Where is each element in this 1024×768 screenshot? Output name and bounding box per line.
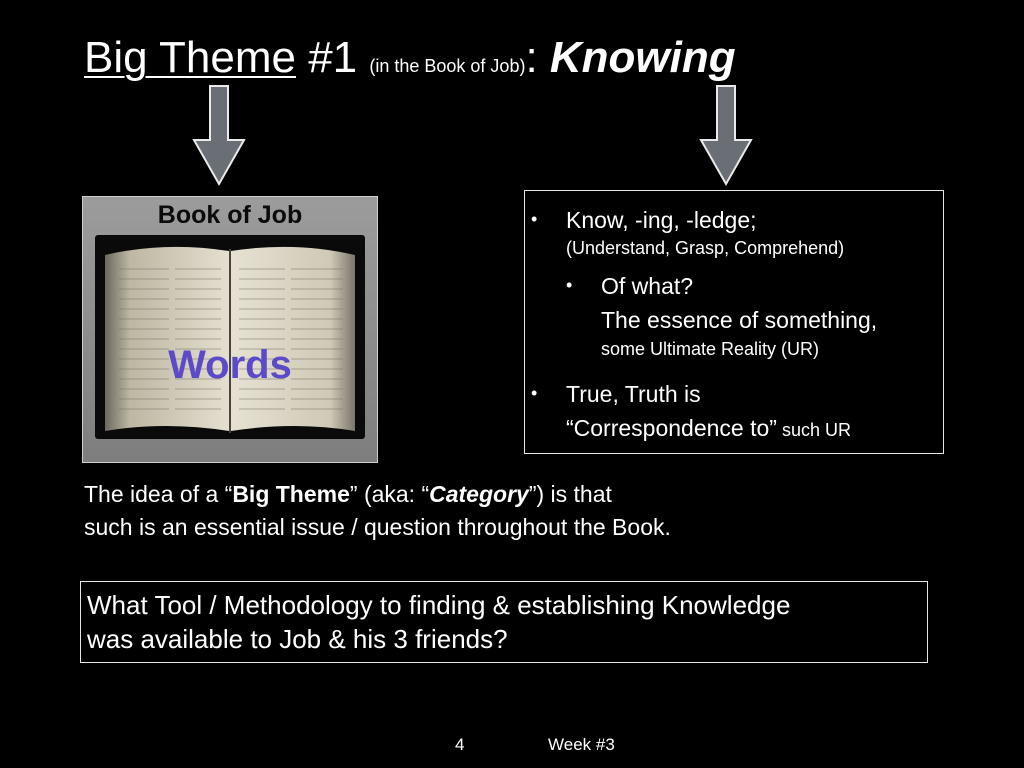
book-of-job-panel <box>82 196 378 463</box>
arrow-down-right-icon <box>698 84 754 188</box>
question-line-1: What Tool / Methodology to finding & establishing Knowledge <box>87 590 791 620</box>
para-text: ”) is that <box>528 481 612 507</box>
open-book-image <box>95 235 365 439</box>
title-subtitle: (in the Book of Job) <box>369 56 526 76</box>
paragraph-line-1 <box>84 478 671 511</box>
page-number: 4 <box>455 735 465 754</box>
bullet-know: Know, -ing, -ledge; <box>566 207 757 233</box>
correspondence-text: “Correspondence to” <box>566 415 777 441</box>
para-big-theme: Big Theme <box>232 481 350 507</box>
title-big-theme: Big Theme <box>84 33 296 82</box>
bullet-marker: • <box>531 383 538 403</box>
words-overlay: Words <box>168 343 292 387</box>
bullet-of-what-sub: some Ultimate Reality (UR) <box>601 339 820 359</box>
title-number: #1 <box>295 33 370 82</box>
bullet-truth: True, Truth is <box>566 381 701 407</box>
book-label: Book of Job <box>157 201 303 229</box>
slide-title <box>84 30 736 94</box>
para-text: The idea of a “ <box>84 481 233 507</box>
bullet-of-what-line2: The essence of something, <box>601 307 878 333</box>
knowing-bullet-box <box>524 190 944 454</box>
question-line-2: was available to Job & his 3 friends? <box>87 624 508 654</box>
such-ur-text: such UR <box>776 420 851 440</box>
bullet-marker: • <box>531 209 538 229</box>
para-category: Category <box>429 481 529 507</box>
bullet-know-sub: (Understand, Grasp, Comprehend) <box>566 238 845 258</box>
title-colon: : <box>525 33 550 82</box>
question-box <box>80 581 928 663</box>
arrow-down-left-icon <box>191 84 247 188</box>
para-text: ” (aka: “ <box>349 481 430 507</box>
big-theme-explanation <box>84 478 671 544</box>
paragraph-line-2: such is an essential issue / question throughout the Book. <box>84 514 671 540</box>
bullet-marker: • <box>566 275 573 295</box>
bullet-truth-line2 <box>566 415 851 442</box>
title-knowing: Knowing <box>549 33 736 82</box>
bullet-of-what: Of what? <box>601 273 694 299</box>
week-label: Week #3 <box>548 735 615 754</box>
